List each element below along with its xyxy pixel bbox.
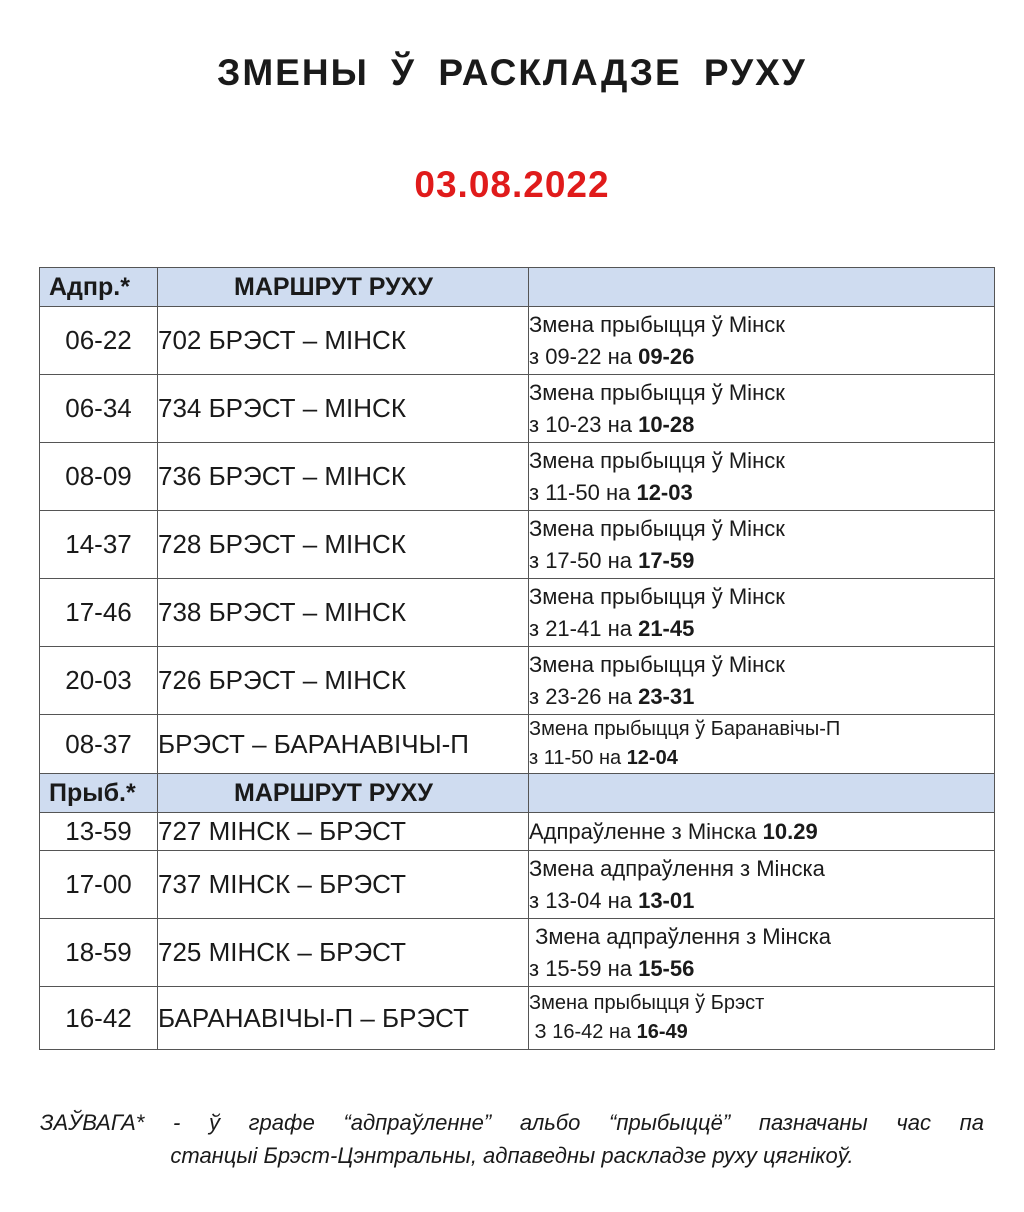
note-text: Змена адпраўлення з Мінска xyxy=(529,923,832,949)
note-old-time: з 17-50 на xyxy=(529,547,639,573)
departures-header-row xyxy=(40,268,995,307)
change-note xyxy=(529,443,995,511)
note-text: Змена прыбыцця ў Мінск xyxy=(529,651,785,677)
departure-time: 06-22 xyxy=(40,307,158,375)
train-route: БРЭСТ – БАРАНАВІЧЫ-П xyxy=(158,715,529,774)
note-old-time: з 13-04 на xyxy=(529,887,639,913)
note-text: Змена прыбыцця ў Мінск xyxy=(529,515,785,541)
train-route: 736 БРЭСТ – МІНСК xyxy=(158,443,529,511)
change-note xyxy=(529,375,995,443)
note-text: Змена адпраўлення з Мінска xyxy=(529,855,825,881)
table-row xyxy=(40,307,995,375)
change-note xyxy=(529,579,995,647)
train-route: 726 БРЭСТ – МІНСК xyxy=(158,647,529,715)
arrival-time: 18-59 xyxy=(40,919,158,987)
table-row xyxy=(40,987,995,1050)
note-new-time: 10.29 xyxy=(762,818,818,844)
departure-time: 14-37 xyxy=(40,511,158,579)
note-new-time: 15-56 xyxy=(638,955,695,981)
departure-time: 08-37 xyxy=(40,715,158,774)
note-text: Адпраўленне з Мінска xyxy=(529,818,763,844)
note-new-time: 12-03 xyxy=(636,479,693,505)
note-new-time: 13-01 xyxy=(638,887,695,913)
page-title: ЗМЕНЫ Ў РАСКЛАДЗЕ РУХУ xyxy=(217,52,807,93)
note-old-time: з 11-50 на xyxy=(529,479,637,505)
arrival-time-header: Прыб.* xyxy=(40,774,158,813)
change-note xyxy=(529,647,995,715)
departure-time-header: Адпр.* xyxy=(40,268,158,307)
schedule-table xyxy=(39,267,995,1050)
arrivals-header-row xyxy=(40,774,995,813)
train-route: БАРАНАВІЧЫ-П – БРЭСТ xyxy=(158,987,529,1050)
note-new-time: 17-59 xyxy=(638,547,695,573)
note-old-time: з 11-50 на xyxy=(529,747,627,769)
note-header xyxy=(529,268,995,307)
table-row xyxy=(40,511,995,579)
table-row xyxy=(40,647,995,715)
table-row xyxy=(40,715,995,774)
note-old-time: З 16-42 на xyxy=(529,1021,637,1043)
footnote xyxy=(40,1106,984,1172)
table-row xyxy=(40,919,995,987)
change-note xyxy=(529,307,995,375)
note-text: Змена прыбыцця ў Мінск xyxy=(529,583,785,609)
table-row xyxy=(40,851,995,919)
arrival-time: 13-59 xyxy=(40,813,158,851)
footnote-line-2: станцыі Брэст-Цэнтральны, адпаведны раскладзе руху цягнікоў. xyxy=(170,1143,854,1168)
note-old-time: з 23-26 на xyxy=(529,683,639,709)
arrival-time: 16-42 xyxy=(40,987,158,1050)
change-note xyxy=(529,851,995,919)
note-text: Змена прыбыцця ў Мінск xyxy=(529,379,785,405)
schedule-date: 03.08.2022 xyxy=(414,164,610,205)
route-header: МАРШРУТ РУХУ xyxy=(158,774,529,813)
note-new-time: 16-49 xyxy=(636,1021,688,1043)
change-note xyxy=(529,919,995,987)
note-old-time: з 10-23 на xyxy=(529,411,639,437)
note-text: Змена прыбыцця ў Брэст xyxy=(529,992,765,1014)
note-new-time: 12-04 xyxy=(626,747,678,769)
table-row xyxy=(40,375,995,443)
note-new-time: 10-28 xyxy=(638,411,695,437)
note-text: Змена прыбыцця ў Мінск xyxy=(529,311,785,337)
arrival-time: 17-00 xyxy=(40,851,158,919)
note-text: Змена прыбыцця ў Баранавічы-П xyxy=(529,718,841,740)
departure-time: 17-46 xyxy=(40,579,158,647)
train-route: 737 МІНСК – БРЭСТ xyxy=(158,851,529,919)
note-new-time: 09-26 xyxy=(638,343,695,369)
note-old-time: з 09-22 на xyxy=(529,343,639,369)
train-route: 725 МІНСК – БРЭСТ xyxy=(158,919,529,987)
table-row xyxy=(40,579,995,647)
note-old-time: з 21-41 на xyxy=(529,615,639,641)
route-header: МАРШРУТ РУХУ xyxy=(158,268,529,307)
note-header xyxy=(529,774,995,813)
departure-time: 20-03 xyxy=(40,647,158,715)
train-route: 702 БРЭСТ – МІНСК xyxy=(158,307,529,375)
note-old-time: з 15-59 на xyxy=(529,955,639,981)
train-route: 728 БРЭСТ – МІНСК xyxy=(158,511,529,579)
change-note xyxy=(529,715,995,774)
note-text: Змена прыбыцця ў Мінск xyxy=(529,447,785,473)
footnote-line-1: ЗАЎВАГА* - ў графе “адпраўленне” альбо “прыбыццё” пазначаны час па xyxy=(40,1110,984,1135)
note-new-time: 23-31 xyxy=(638,683,695,709)
train-route: 738 БРЭСТ – МІНСК xyxy=(158,579,529,647)
departure-time: 06-34 xyxy=(40,375,158,443)
train-route: 727 МІНСК – БРЭСТ xyxy=(158,813,529,851)
change-note xyxy=(529,511,995,579)
table-row xyxy=(40,813,995,851)
departure-time: 08-09 xyxy=(40,443,158,511)
train-route: 734 БРЭСТ – МІНСК xyxy=(158,375,529,443)
change-note xyxy=(529,987,995,1050)
table-row xyxy=(40,443,995,511)
change-note xyxy=(529,813,995,851)
note-new-time: 21-45 xyxy=(638,615,695,641)
